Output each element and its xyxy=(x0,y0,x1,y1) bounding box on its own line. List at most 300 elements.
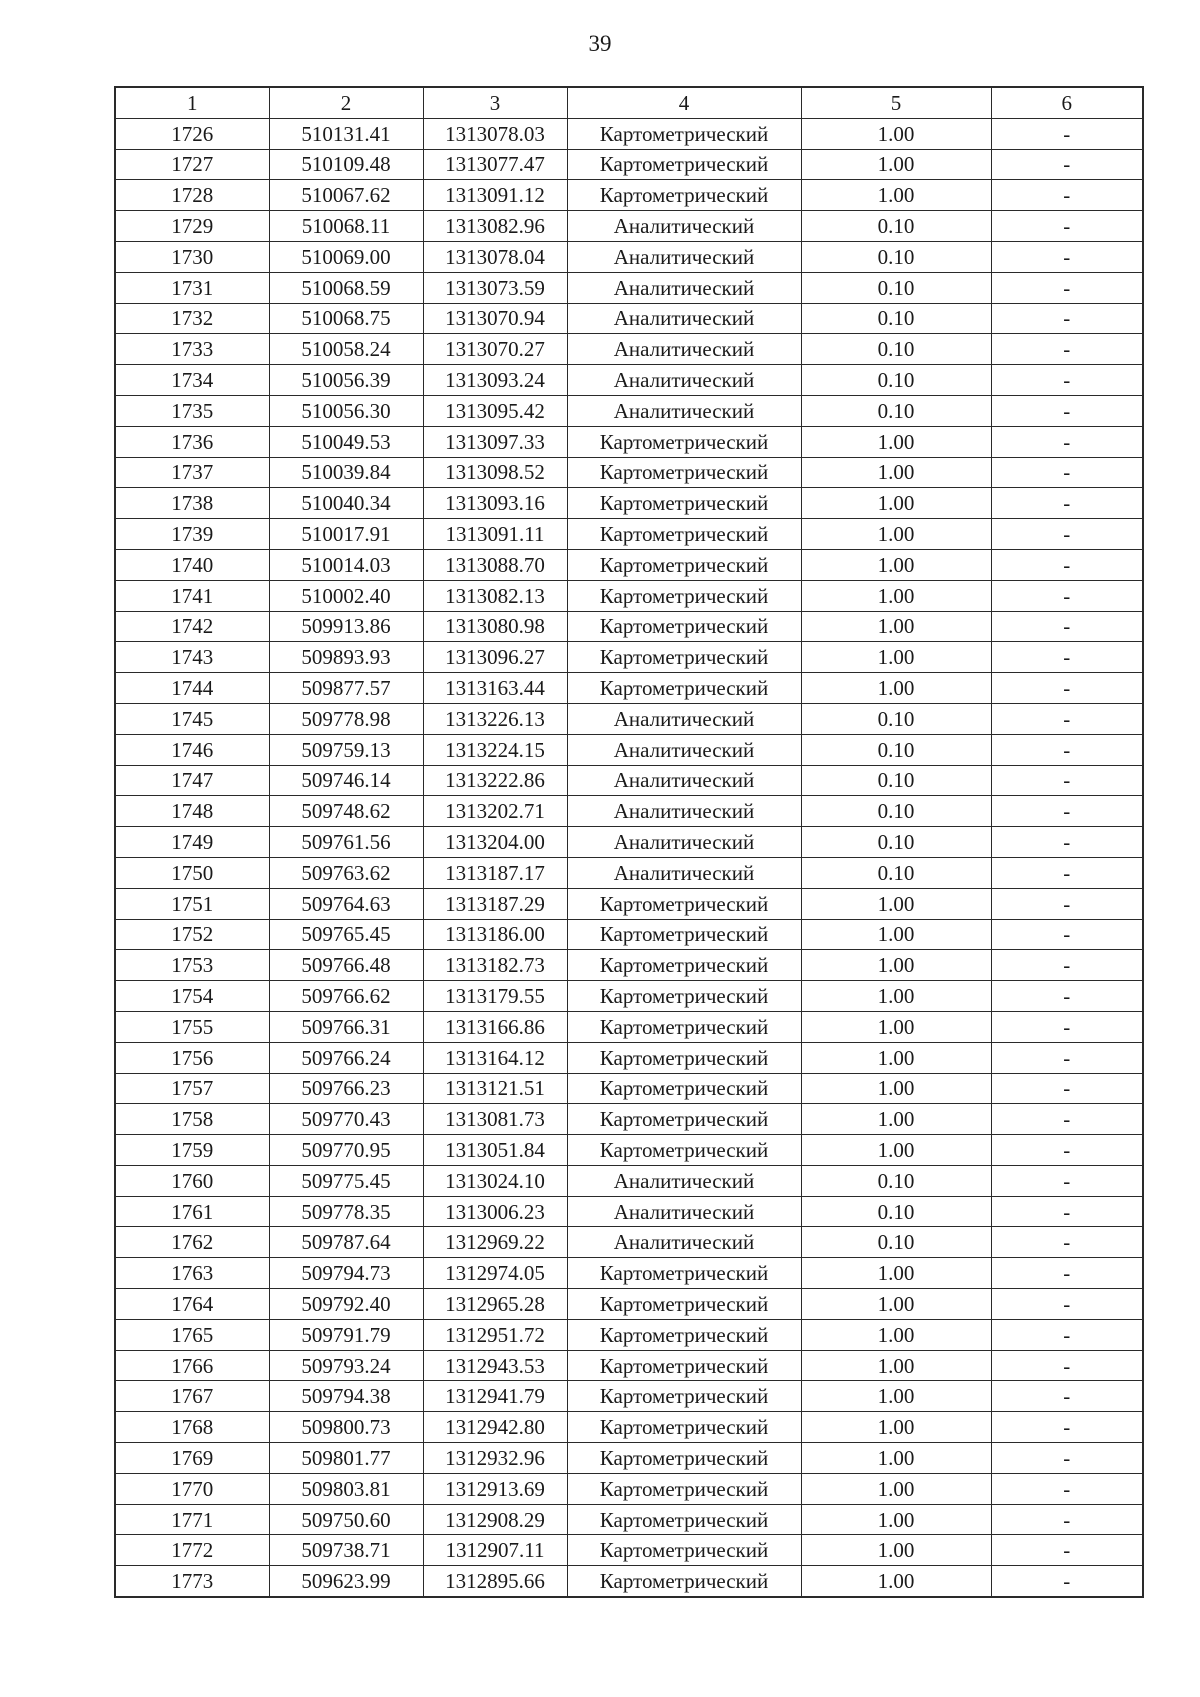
y-coordinate-cell: 1312913.69 xyxy=(423,1473,567,1504)
y-coordinate-cell: 1313070.94 xyxy=(423,303,567,334)
accuracy-cell: 1.00 xyxy=(801,519,991,550)
method-cell: Картометрический xyxy=(567,580,801,611)
table-row xyxy=(115,981,1143,1012)
method-cell: Картометрический xyxy=(567,1473,801,1504)
extra-cell: - xyxy=(991,950,1143,981)
point-number-cell: 1740 xyxy=(115,549,269,580)
accuracy-cell: 0.10 xyxy=(801,303,991,334)
table-row xyxy=(115,765,1143,796)
accuracy-cell: 0.10 xyxy=(801,334,991,365)
extra-cell: - xyxy=(991,642,1143,673)
table-row xyxy=(115,365,1143,396)
x-coordinate-cell: 510017.91 xyxy=(269,519,423,550)
x-coordinate-cell: 509801.77 xyxy=(269,1443,423,1474)
method-cell: Аналитический xyxy=(567,272,801,303)
extra-cell: - xyxy=(991,241,1143,272)
method-cell: Аналитический xyxy=(567,857,801,888)
y-coordinate-cell: 1313082.13 xyxy=(423,580,567,611)
point-number-cell: 1757 xyxy=(115,1073,269,1104)
point-number-cell: 1729 xyxy=(115,211,269,242)
accuracy-cell: 1.00 xyxy=(801,1258,991,1289)
x-coordinate-cell: 509794.73 xyxy=(269,1258,423,1289)
extra-cell: - xyxy=(991,488,1143,519)
coordinates-table xyxy=(114,86,1144,1598)
extra-cell: - xyxy=(991,1227,1143,1258)
y-coordinate-cell: 1313088.70 xyxy=(423,549,567,580)
x-coordinate-cell: 509792.40 xyxy=(269,1289,423,1320)
extra-cell: - xyxy=(991,1104,1143,1135)
y-coordinate-cell: 1313093.24 xyxy=(423,365,567,396)
x-coordinate-cell: 510014.03 xyxy=(269,549,423,580)
y-coordinate-cell: 1312907.11 xyxy=(423,1535,567,1566)
x-coordinate-cell: 509738.71 xyxy=(269,1535,423,1566)
accuracy-cell: 1.00 xyxy=(801,1412,991,1443)
table-row xyxy=(115,1443,1143,1474)
point-number-cell: 1773 xyxy=(115,1566,269,1597)
column-header: 4 xyxy=(567,87,801,118)
header-row xyxy=(115,87,1143,118)
method-cell: Аналитический xyxy=(567,303,801,334)
table-row xyxy=(115,673,1143,704)
point-number-cell: 1771 xyxy=(115,1504,269,1535)
point-number-cell: 1752 xyxy=(115,919,269,950)
method-cell: Аналитический xyxy=(567,827,801,858)
method-cell: Аналитический xyxy=(567,365,801,396)
point-number-cell: 1737 xyxy=(115,457,269,488)
method-cell: Картометрический xyxy=(567,149,801,180)
y-coordinate-cell: 1313186.00 xyxy=(423,919,567,950)
y-coordinate-cell: 1312943.53 xyxy=(423,1350,567,1381)
extra-cell: - xyxy=(991,1381,1143,1412)
x-coordinate-cell: 509877.57 xyxy=(269,673,423,704)
y-coordinate-cell: 1313202.71 xyxy=(423,796,567,827)
point-number-cell: 1726 xyxy=(115,118,269,149)
accuracy-cell: 1.00 xyxy=(801,118,991,149)
extra-cell: - xyxy=(991,549,1143,580)
accuracy-cell: 0.10 xyxy=(801,395,991,426)
point-number-cell: 1732 xyxy=(115,303,269,334)
accuracy-cell: 1.00 xyxy=(801,1350,991,1381)
y-coordinate-cell: 1313051.84 xyxy=(423,1135,567,1166)
point-number-cell: 1742 xyxy=(115,611,269,642)
extra-cell: - xyxy=(991,827,1143,858)
accuracy-cell: 0.10 xyxy=(801,1165,991,1196)
table-row xyxy=(115,1135,1143,1166)
x-coordinate-cell: 509778.35 xyxy=(269,1196,423,1227)
table-row xyxy=(115,1350,1143,1381)
y-coordinate-cell: 1313091.12 xyxy=(423,180,567,211)
accuracy-cell: 1.00 xyxy=(801,457,991,488)
accuracy-cell: 1.00 xyxy=(801,1135,991,1166)
accuracy-cell: 1.00 xyxy=(801,1104,991,1135)
point-number-cell: 1770 xyxy=(115,1473,269,1504)
method-cell: Картометрический xyxy=(567,1258,801,1289)
method-cell: Аналитический xyxy=(567,703,801,734)
extra-cell: - xyxy=(991,1319,1143,1350)
table-row xyxy=(115,1165,1143,1196)
extra-cell: - xyxy=(991,981,1143,1012)
x-coordinate-cell: 509794.38 xyxy=(269,1381,423,1412)
method-cell: Аналитический xyxy=(567,211,801,242)
y-coordinate-cell: 1313077.47 xyxy=(423,149,567,180)
extra-cell: - xyxy=(991,1504,1143,1535)
method-cell: Картометрический xyxy=(567,426,801,457)
y-coordinate-cell: 1313098.52 xyxy=(423,457,567,488)
accuracy-cell: 0.10 xyxy=(801,211,991,242)
y-coordinate-cell: 1313096.27 xyxy=(423,642,567,673)
accuracy-cell: 0.10 xyxy=(801,241,991,272)
accuracy-cell: 0.10 xyxy=(801,796,991,827)
x-coordinate-cell: 509761.56 xyxy=(269,827,423,858)
extra-cell: - xyxy=(991,796,1143,827)
point-number-cell: 1750 xyxy=(115,857,269,888)
y-coordinate-cell: 1313226.13 xyxy=(423,703,567,734)
method-cell: Аналитический xyxy=(567,765,801,796)
y-coordinate-cell: 1313091.11 xyxy=(423,519,567,550)
x-coordinate-cell: 509766.24 xyxy=(269,1042,423,1073)
accuracy-cell: 1.00 xyxy=(801,888,991,919)
point-number-cell: 1743 xyxy=(115,642,269,673)
x-coordinate-cell: 509746.14 xyxy=(269,765,423,796)
column-header: 2 xyxy=(269,87,423,118)
point-number-cell: 1762 xyxy=(115,1227,269,1258)
point-number-cell: 1749 xyxy=(115,827,269,858)
y-coordinate-cell: 1313080.98 xyxy=(423,611,567,642)
extra-cell: - xyxy=(991,519,1143,550)
table-row xyxy=(115,580,1143,611)
x-coordinate-cell: 510069.00 xyxy=(269,241,423,272)
column-header: 3 xyxy=(423,87,567,118)
table-row xyxy=(115,1535,1143,1566)
method-cell: Картометрический xyxy=(567,611,801,642)
point-number-cell: 1772 xyxy=(115,1535,269,1566)
accuracy-cell: 1.00 xyxy=(801,673,991,704)
method-cell: Картометрический xyxy=(567,549,801,580)
method-cell: Картометрический xyxy=(567,1104,801,1135)
point-number-cell: 1764 xyxy=(115,1289,269,1320)
extra-cell: - xyxy=(991,457,1143,488)
column-header: 1 xyxy=(115,87,269,118)
accuracy-cell: 0.10 xyxy=(801,272,991,303)
point-number-cell: 1760 xyxy=(115,1165,269,1196)
y-coordinate-cell: 1313121.51 xyxy=(423,1073,567,1104)
method-cell: Картометрический xyxy=(567,118,801,149)
y-coordinate-cell: 1313187.29 xyxy=(423,888,567,919)
column-header: 6 xyxy=(991,87,1143,118)
x-coordinate-cell: 509893.93 xyxy=(269,642,423,673)
table-row xyxy=(115,1011,1143,1042)
accuracy-cell: 1.00 xyxy=(801,1042,991,1073)
accuracy-cell: 0.10 xyxy=(801,827,991,858)
accuracy-cell: 1.00 xyxy=(801,919,991,950)
point-number-cell: 1728 xyxy=(115,180,269,211)
table-row xyxy=(115,919,1143,950)
accuracy-cell: 1.00 xyxy=(801,981,991,1012)
point-number-cell: 1735 xyxy=(115,395,269,426)
point-number-cell: 1727 xyxy=(115,149,269,180)
x-coordinate-cell: 509748.62 xyxy=(269,796,423,827)
method-cell: Картометрический xyxy=(567,642,801,673)
accuracy-cell: 0.10 xyxy=(801,734,991,765)
accuracy-cell: 1.00 xyxy=(801,1443,991,1474)
method-cell: Аналитический xyxy=(567,734,801,765)
x-coordinate-cell: 510068.11 xyxy=(269,211,423,242)
point-number-cell: 1766 xyxy=(115,1350,269,1381)
x-coordinate-cell: 509791.79 xyxy=(269,1319,423,1350)
method-cell: Аналитический xyxy=(567,1227,801,1258)
table-row xyxy=(115,241,1143,272)
x-coordinate-cell: 509750.60 xyxy=(269,1504,423,1535)
accuracy-cell: 1.00 xyxy=(801,1319,991,1350)
table-row xyxy=(115,734,1143,765)
extra-cell: - xyxy=(991,857,1143,888)
method-cell: Аналитический xyxy=(567,395,801,426)
accuracy-cell: 1.00 xyxy=(801,149,991,180)
extra-cell: - xyxy=(991,180,1143,211)
accuracy-cell: 1.00 xyxy=(801,180,991,211)
point-number-cell: 1741 xyxy=(115,580,269,611)
point-number-cell: 1748 xyxy=(115,796,269,827)
table-row xyxy=(115,796,1143,827)
method-cell: Аналитический xyxy=(567,1165,801,1196)
x-coordinate-cell: 509765.45 xyxy=(269,919,423,950)
table-body xyxy=(115,118,1143,1597)
accuracy-cell: 1.00 xyxy=(801,1566,991,1597)
y-coordinate-cell: 1313024.10 xyxy=(423,1165,567,1196)
x-coordinate-cell: 510068.75 xyxy=(269,303,423,334)
method-cell: Картометрический xyxy=(567,1350,801,1381)
method-cell: Картометрический xyxy=(567,180,801,211)
extra-cell: - xyxy=(991,1535,1143,1566)
x-coordinate-cell: 510058.24 xyxy=(269,334,423,365)
x-coordinate-cell: 510039.84 xyxy=(269,457,423,488)
x-coordinate-cell: 509763.62 xyxy=(269,857,423,888)
extra-cell: - xyxy=(991,1258,1143,1289)
point-number-cell: 1733 xyxy=(115,334,269,365)
y-coordinate-cell: 1313070.27 xyxy=(423,334,567,365)
table-row xyxy=(115,180,1143,211)
extra-cell: - xyxy=(991,118,1143,149)
y-coordinate-cell: 1313093.16 xyxy=(423,488,567,519)
method-cell: Картометрический xyxy=(567,1289,801,1320)
point-number-cell: 1739 xyxy=(115,519,269,550)
table-row xyxy=(115,395,1143,426)
method-cell: Картометрический xyxy=(567,1073,801,1104)
point-number-cell: 1736 xyxy=(115,426,269,457)
x-coordinate-cell: 509793.24 xyxy=(269,1350,423,1381)
extra-cell: - xyxy=(991,1073,1143,1104)
x-coordinate-cell: 509778.98 xyxy=(269,703,423,734)
x-coordinate-cell: 509770.95 xyxy=(269,1135,423,1166)
accuracy-cell: 0.10 xyxy=(801,765,991,796)
accuracy-cell: 1.00 xyxy=(801,1073,991,1104)
table-row xyxy=(115,1473,1143,1504)
method-cell: Картометрический xyxy=(567,1412,801,1443)
method-cell: Картометрический xyxy=(567,457,801,488)
extra-cell: - xyxy=(991,1165,1143,1196)
table-row xyxy=(115,334,1143,365)
method-cell: Картометрический xyxy=(567,1042,801,1073)
point-number-cell: 1768 xyxy=(115,1412,269,1443)
table-row xyxy=(115,703,1143,734)
y-coordinate-cell: 1313222.86 xyxy=(423,765,567,796)
x-coordinate-cell: 510056.39 xyxy=(269,365,423,396)
y-coordinate-cell: 1313006.23 xyxy=(423,1196,567,1227)
y-coordinate-cell: 1312942.80 xyxy=(423,1412,567,1443)
y-coordinate-cell: 1313095.42 xyxy=(423,395,567,426)
table-row xyxy=(115,118,1143,149)
extra-cell: - xyxy=(991,426,1143,457)
point-number-cell: 1758 xyxy=(115,1104,269,1135)
method-cell: Картометрический xyxy=(567,1504,801,1535)
y-coordinate-cell: 1312908.29 xyxy=(423,1504,567,1535)
y-coordinate-cell: 1313078.04 xyxy=(423,241,567,272)
y-coordinate-cell: 1313097.33 xyxy=(423,426,567,457)
method-cell: Картометрический xyxy=(567,1135,801,1166)
x-coordinate-cell: 509623.99 xyxy=(269,1566,423,1597)
accuracy-cell: 1.00 xyxy=(801,488,991,519)
extra-cell: - xyxy=(991,1289,1143,1320)
method-cell: Картометрический xyxy=(567,950,801,981)
extra-cell: - xyxy=(991,611,1143,642)
x-coordinate-cell: 509770.43 xyxy=(269,1104,423,1135)
point-number-cell: 1763 xyxy=(115,1258,269,1289)
point-number-cell: 1747 xyxy=(115,765,269,796)
table-row xyxy=(115,857,1143,888)
extra-cell: - xyxy=(991,1042,1143,1073)
column-header: 5 xyxy=(801,87,991,118)
point-number-cell: 1738 xyxy=(115,488,269,519)
extra-cell: - xyxy=(991,1566,1143,1597)
extra-cell: - xyxy=(991,1443,1143,1474)
extra-cell: - xyxy=(991,673,1143,704)
table-row xyxy=(115,950,1143,981)
method-cell: Картометрический xyxy=(567,1319,801,1350)
point-number-cell: 1767 xyxy=(115,1381,269,1412)
table-row xyxy=(115,1104,1143,1135)
method-cell: Картометрический xyxy=(567,1443,801,1474)
y-coordinate-cell: 1312941.79 xyxy=(423,1381,567,1412)
extra-cell: - xyxy=(991,765,1143,796)
table-row xyxy=(115,457,1143,488)
x-coordinate-cell: 509800.73 xyxy=(269,1412,423,1443)
y-coordinate-cell: 1313224.15 xyxy=(423,734,567,765)
accuracy-cell: 0.10 xyxy=(801,703,991,734)
x-coordinate-cell: 510068.59 xyxy=(269,272,423,303)
extra-cell: - xyxy=(991,1196,1143,1227)
table-row xyxy=(115,149,1143,180)
x-coordinate-cell: 509766.31 xyxy=(269,1011,423,1042)
table-header xyxy=(115,87,1143,118)
table-row xyxy=(115,211,1143,242)
point-number-cell: 1745 xyxy=(115,703,269,734)
accuracy-cell: 0.10 xyxy=(801,365,991,396)
y-coordinate-cell: 1313078.03 xyxy=(423,118,567,149)
x-coordinate-cell: 509803.81 xyxy=(269,1473,423,1504)
method-cell: Картометрический xyxy=(567,1011,801,1042)
x-coordinate-cell: 510131.41 xyxy=(269,118,423,149)
extra-cell: - xyxy=(991,580,1143,611)
extra-cell: - xyxy=(991,1011,1143,1042)
x-coordinate-cell: 510049.53 xyxy=(269,426,423,457)
accuracy-cell: 1.00 xyxy=(801,1011,991,1042)
accuracy-cell: 1.00 xyxy=(801,642,991,673)
method-cell: Аналитический xyxy=(567,241,801,272)
y-coordinate-cell: 1312895.66 xyxy=(423,1566,567,1597)
y-coordinate-cell: 1313164.12 xyxy=(423,1042,567,1073)
method-cell: Аналитический xyxy=(567,796,801,827)
accuracy-cell: 1.00 xyxy=(801,549,991,580)
method-cell: Аналитический xyxy=(567,1196,801,1227)
extra-cell: - xyxy=(991,395,1143,426)
x-coordinate-cell: 509787.64 xyxy=(269,1227,423,1258)
table-row xyxy=(115,1504,1143,1535)
accuracy-cell: 1.00 xyxy=(801,1473,991,1504)
y-coordinate-cell: 1313204.00 xyxy=(423,827,567,858)
point-number-cell: 1731 xyxy=(115,272,269,303)
table-row xyxy=(115,1381,1143,1412)
point-number-cell: 1765 xyxy=(115,1319,269,1350)
table-row xyxy=(115,1566,1143,1597)
y-coordinate-cell: 1312932.96 xyxy=(423,1443,567,1474)
table-row xyxy=(115,1289,1143,1320)
accuracy-cell: 1.00 xyxy=(801,1504,991,1535)
point-number-cell: 1753 xyxy=(115,950,269,981)
accuracy-cell: 0.10 xyxy=(801,1196,991,1227)
page-number: 39 xyxy=(588,31,612,56)
y-coordinate-cell: 1313073.59 xyxy=(423,272,567,303)
x-coordinate-cell: 510002.40 xyxy=(269,580,423,611)
x-coordinate-cell: 509775.45 xyxy=(269,1165,423,1196)
x-coordinate-cell: 510067.62 xyxy=(269,180,423,211)
extra-cell: - xyxy=(991,1473,1143,1504)
accuracy-cell: 1.00 xyxy=(801,1289,991,1320)
method-cell: Картометрический xyxy=(567,1535,801,1566)
x-coordinate-cell: 510040.34 xyxy=(269,488,423,519)
table-row xyxy=(115,642,1143,673)
accuracy-cell: 1.00 xyxy=(801,950,991,981)
x-coordinate-cell: 509913.86 xyxy=(269,611,423,642)
table-row xyxy=(115,519,1143,550)
method-cell: Картометрический xyxy=(567,1381,801,1412)
table-row xyxy=(115,1227,1143,1258)
y-coordinate-cell: 1313182.73 xyxy=(423,950,567,981)
table-row xyxy=(115,488,1143,519)
extra-cell: - xyxy=(991,734,1143,765)
extra-cell: - xyxy=(991,365,1143,396)
table-row xyxy=(115,827,1143,858)
y-coordinate-cell: 1313081.73 xyxy=(423,1104,567,1135)
extra-cell: - xyxy=(991,703,1143,734)
extra-cell: - xyxy=(991,334,1143,365)
accuracy-cell: 0.10 xyxy=(801,857,991,888)
table-row xyxy=(115,272,1143,303)
x-coordinate-cell: 510056.30 xyxy=(269,395,423,426)
extra-cell: - xyxy=(991,1135,1143,1166)
x-coordinate-cell: 509766.62 xyxy=(269,981,423,1012)
y-coordinate-cell: 1312965.28 xyxy=(423,1289,567,1320)
table-row xyxy=(115,426,1143,457)
x-coordinate-cell: 510109.48 xyxy=(269,149,423,180)
y-coordinate-cell: 1312969.22 xyxy=(423,1227,567,1258)
y-coordinate-cell: 1313187.17 xyxy=(423,857,567,888)
extra-cell: - xyxy=(991,1350,1143,1381)
table-row xyxy=(115,1196,1143,1227)
y-coordinate-cell: 1313163.44 xyxy=(423,673,567,704)
extra-cell: - xyxy=(991,919,1143,950)
y-coordinate-cell: 1313082.96 xyxy=(423,211,567,242)
accuracy-cell: 1.00 xyxy=(801,580,991,611)
